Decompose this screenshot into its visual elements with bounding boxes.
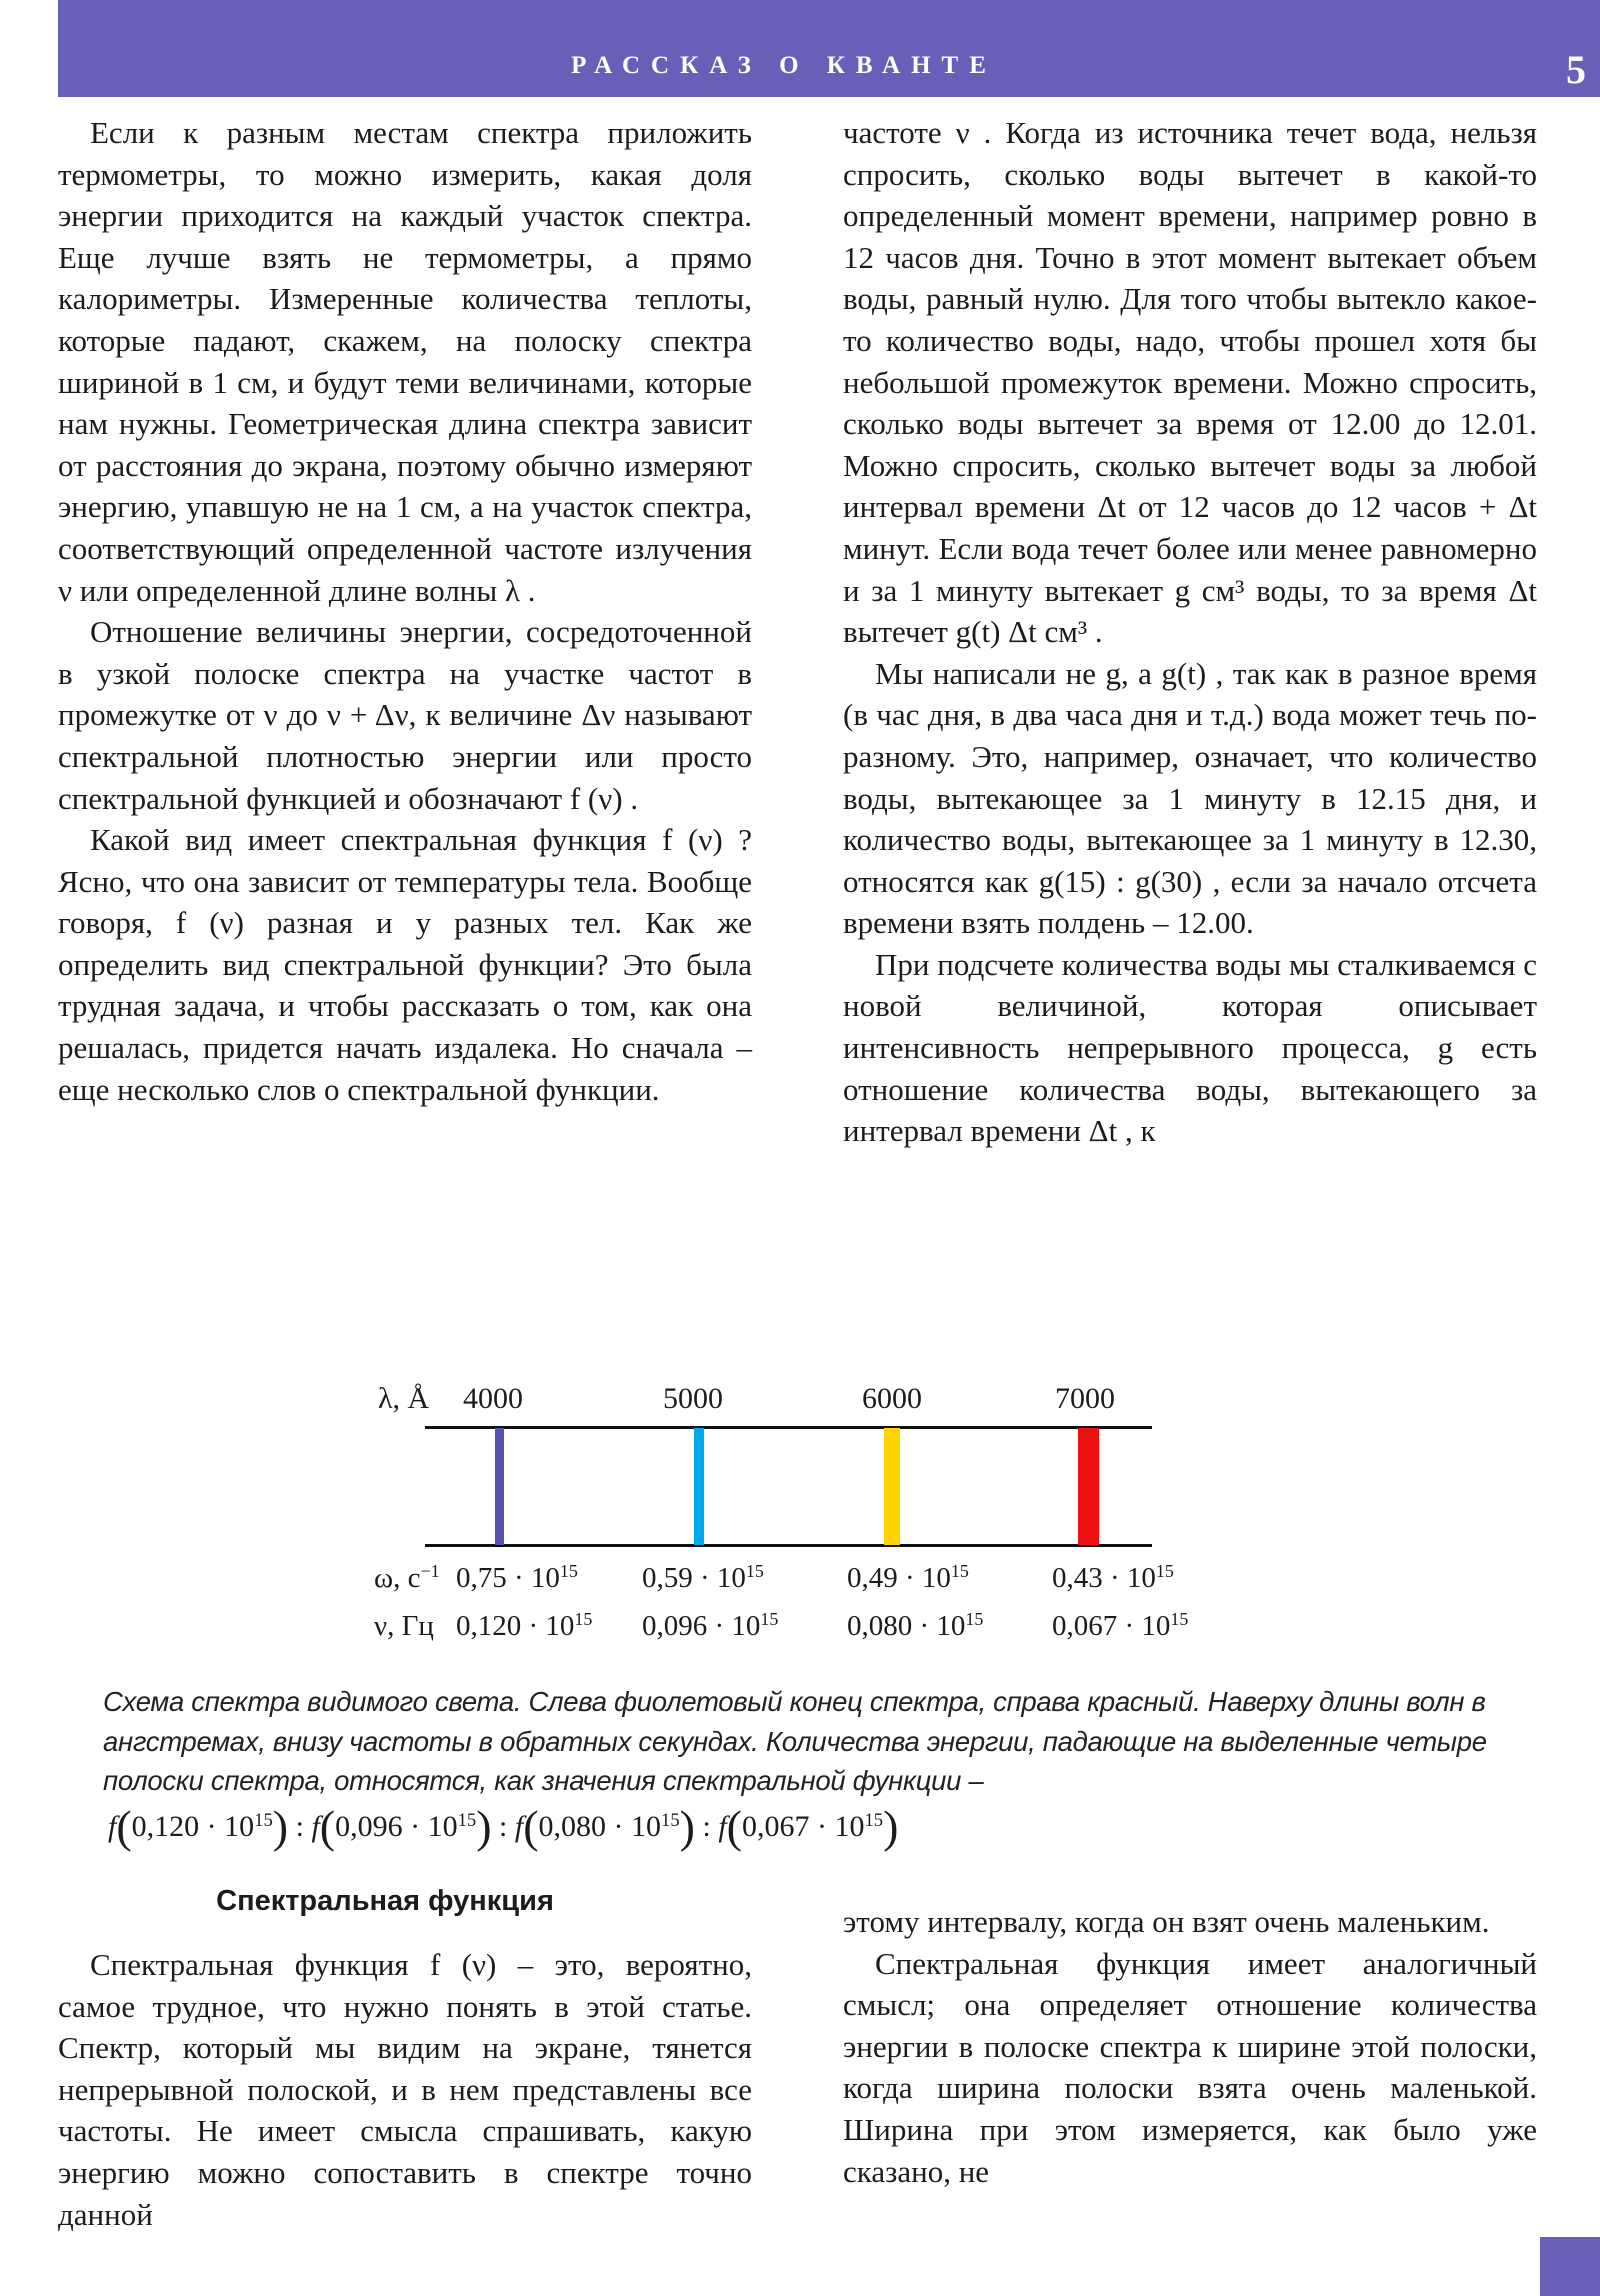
red-band (1078, 1428, 1099, 1545)
spectrum-diagram (360, 1370, 1240, 1670)
paragraph: Отношение величины энергии, сосредоточенной в узкой полоске спектра на участке частот в промежутке от ν до ν + Δν, к величине Δν называют спектральной плотностью энергии или просто спектральной функцией и обозначают f (ν) . (58, 614, 752, 816)
yellow-band (884, 1428, 900, 1545)
spectrum-top-line (425, 1426, 1152, 1429)
wavelength-tick: 5000 (663, 1382, 723, 1415)
wavelength-axis-label: λ, Å (378, 1382, 430, 1415)
omega-value: $0,75 \cdot 10^{15}$ (456, 1561, 578, 1594)
paragraph: частоте ν . Когда из источника течет вода, нельзя спросить, сколько воды вытечет в какой-то определенный момент времени, например ровно в 12 часов дня. Точно в этот момент вытекает объем воды, равный нулю. Для того чтобы вытекло какое-то количество воды, надо, чтобы прошел хотя бы небольшой промежуток времени. Можно спросить, сколько воды вытечет за время от 12.00 до 12.01. Можно спросить, сколько вытечет воды за любой интервал времени Δt от 12 часов до 12 часов + Δt минут. Если вода течет более или менее равномерно и за 1 минуту вытекает g см³ воды, то за время Δt вытечет g(t) Δt см³ . (843, 115, 1537, 650)
nu-value: $0,067 \cdot 10^{15}$ (1052, 1609, 1189, 1642)
frequency-label: ν, Гц (374, 1610, 434, 1642)
caption-formula: $f(0,120 \cdot 10^{15})$ : $f(0,096 \cdot 10^{15})$ : $f(0,080 \cdot 10^{15})$ : $f(0,067 \cdot 10^{15})$ (108, 1801, 899, 1852)
page-number: 5 (1566, 47, 1586, 92)
left-column-bottom (58, 1944, 752, 2235)
paragraph: Мы написали не g, а g(t) , так как в разное время (в час дня, в два часа дня и т.д.) вода может течь по-разному. Это, например, означает, что количество воды, вытекающее за 1 минуту в 12.15 дня, и количество воды, вытекающее за 1 минуту в 12.30, относятся как g(15) : g(30) , если за начало отсчета времени взять полдень – 12.00. (843, 655, 1537, 941)
wavelength-tick: 6000 (862, 1382, 922, 1415)
running-header-bar (58, 0, 1600, 97)
paragraph: Спектральная функция f (ν) – это, вероятно, самое трудное, что нужно понять в этой статье. Спектр, который мы видим на экране, тянется непрерывной полоской, и в нем представлены все частоты. Не имеет смысла спрашивать, какую энергию можно сопоставить в спектре точно данной (58, 1947, 752, 2232)
nu-value: $0,096 \cdot 10^{15}$ (642, 1609, 779, 1642)
section-heading: Спектральная функция (216, 1885, 554, 1917)
blue-band (694, 1428, 704, 1545)
running-title: РАССКАЗ О КВАНТЕ (571, 52, 997, 79)
left-column-top (58, 112, 752, 1342)
figure-caption: Схема спектра видимого света. Слева фиолетовый конец спектра, справа красный. Наверху длины волн в ангстремах, внизу частоты в обратных секундах. Количества энергии, падающие на выделенные четыре полоски спектра, относятся, как значения спектральной функции – (103, 1686, 1487, 1796)
nu-value: $0,080 \cdot 10^{15}$ (847, 1609, 984, 1642)
right-column-bottom (843, 1901, 1537, 2192)
nu-value: $0,120 \cdot 10^{15}$ (456, 1609, 593, 1642)
omega-value: $0,43 \cdot 10^{15}$ (1052, 1561, 1174, 1594)
paragraph: Какой вид имеет спектральная функция f (ν) ? Ясно, что она зависит от температуры тела. Вообще говоря, f (ν) разная и у разных тел. Как же определить вид спектральной функции? Это была трудная задача, и чтобы рассказать о том, как она решалась, придется начать издалека. Но сначала – еще несколько слов о спектральной функции. (58, 822, 752, 1107)
paragraph: этому интервалу, когда он взят очень маленьким. (843, 1904, 1490, 1939)
omega-value: $0,49 \cdot 10^{15}$ (847, 1561, 969, 1594)
paragraph: Спектральная функция имеет аналогичный смысл; она определяет отношение количества энергии в полоске спектра к ширине этой полоски, когда ширина полоски взята очень маленькой. Ширина при этом измеряется, как было уже сказано, не (843, 1945, 1537, 2189)
paragraph: Если к разным местам спектра приложить термометры, то можно измерить, какая доля энергии приходится на каждый участок спектра. Еще лучше взять не термометры, а прямо калориметры. Измеренные количества теплоты, которые падают, скажем, на полоску спектра шириной в 1 см, и будут теми величинами, которые нам нужны. Геометрическая длина спектра зависит от расстояния до экрана, поэтому обычно измеряют энергию, упавшую не на 1 см, а на участок спектра, соответствующий определенной частоте излучения ν или определенной длине волны λ . (58, 115, 752, 608)
paragraph: При подсчете количества воды мы сталкиваемся с новой величиной, которая описывает интенсивность непрерывного процесса, g есть отношение количества воды, вытекающего за интервал времени Δt , к (843, 946, 1537, 1149)
omega-value: $0,59 \cdot 10^{15}$ (642, 1561, 764, 1594)
wavelength-tick: 7000 (1055, 1382, 1115, 1415)
right-column-top (843, 112, 1537, 1342)
violet-band (495, 1428, 504, 1545)
spectrum-bottom-line (425, 1544, 1152, 1547)
wavelength-tick: 4000 (463, 1382, 523, 1415)
page-corner-marker (1540, 2237, 1600, 2296)
angular-frequency-label: ω, $с^{-1}$ (374, 1561, 440, 1594)
